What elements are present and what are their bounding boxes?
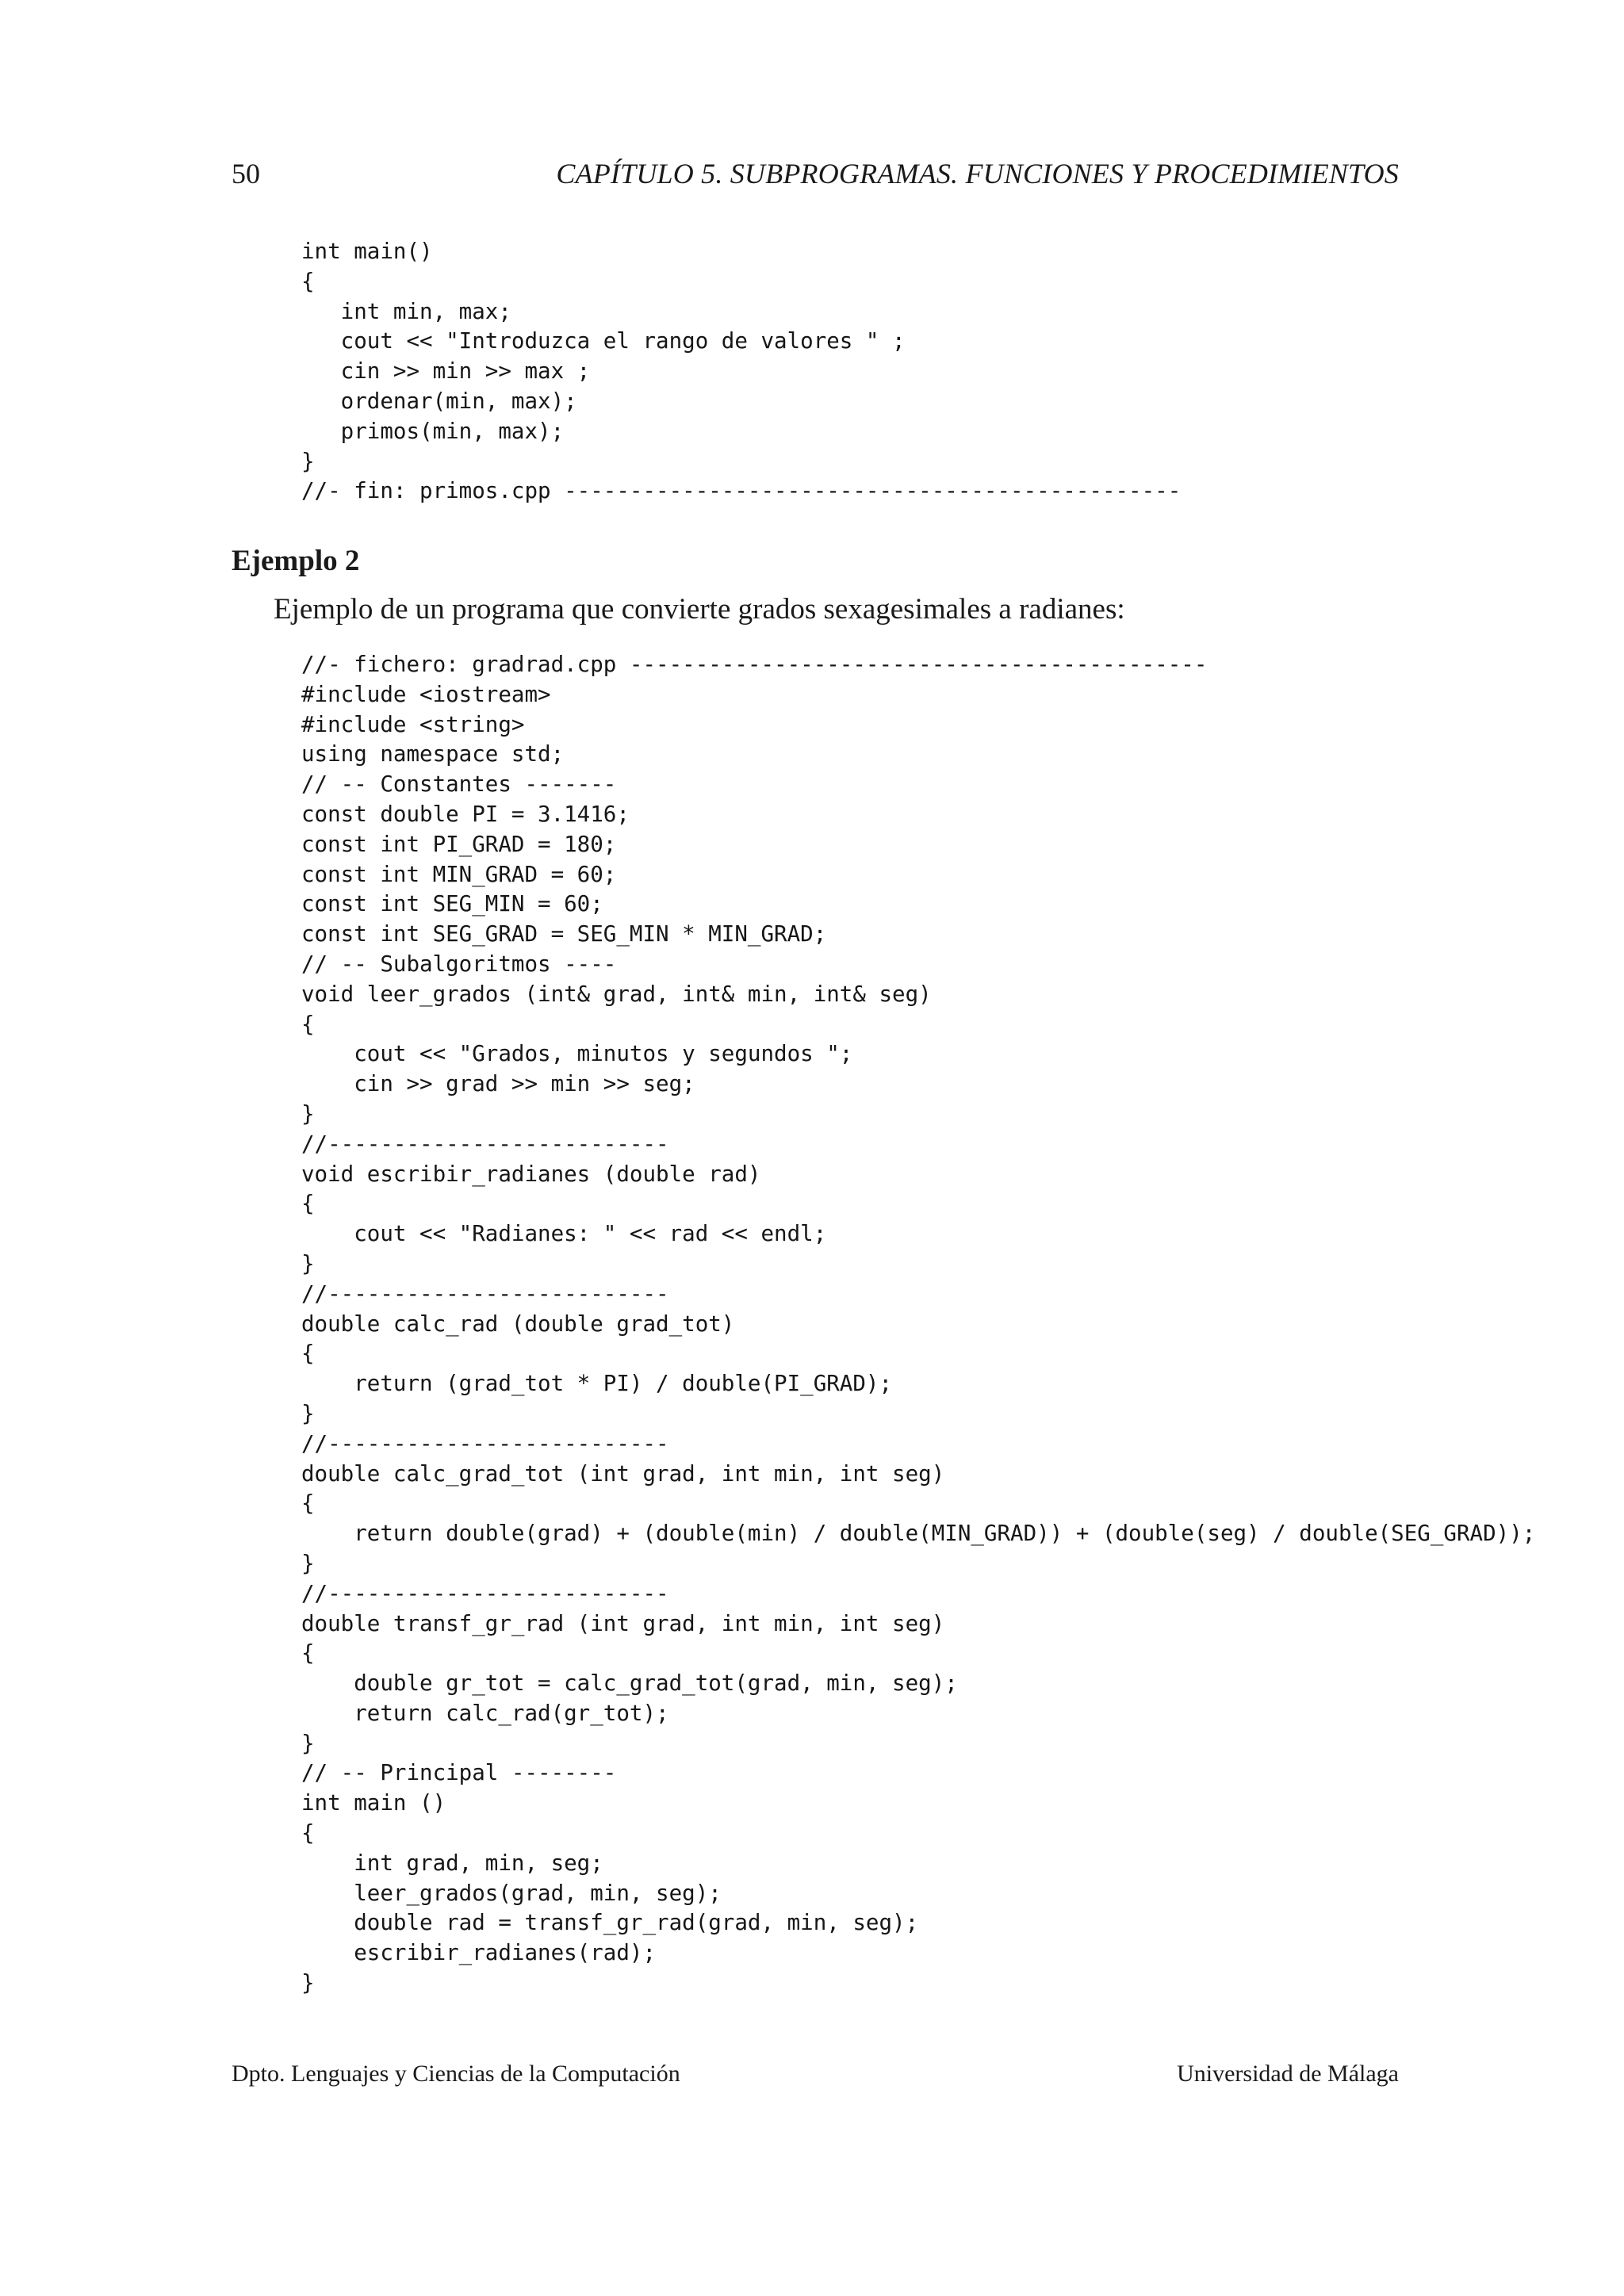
code-line: ordenar(min, max); xyxy=(301,388,577,414)
code-line: const int MIN_GRAD = 60; xyxy=(301,861,617,887)
code-line: //-------------------------- xyxy=(301,1280,669,1307)
code-line: } xyxy=(301,448,315,474)
code-block-primos xyxy=(301,237,1181,507)
code-line: { xyxy=(301,1820,315,1846)
code-line: { xyxy=(301,1490,315,1517)
code-line: #include <string> xyxy=(301,711,525,737)
code-line: // -- Principal -------- xyxy=(301,1760,617,1786)
code-block-gradrad xyxy=(301,650,1535,1999)
code-line: } xyxy=(301,1400,315,1426)
code-line: using namespace std; xyxy=(301,741,565,767)
code-line: return double(grad) + (double(min) / double(MIN_GRAD)) + (double(seg) / double(SEG_GRAD)); xyxy=(301,1521,1536,1547)
code-line: cin >> grad >> min >> seg; xyxy=(301,1071,695,1097)
code-line: { xyxy=(301,268,315,294)
code-line: cin >> min >> max ; xyxy=(301,358,591,385)
footer-department: Dpto. Lenguajes y Ciencias de la Computación xyxy=(232,2061,680,2087)
code-line: } xyxy=(301,1730,315,1756)
code-line: return (grad_tot * PI) / double(PI_GRAD); xyxy=(301,1371,893,1397)
code-line: { xyxy=(301,1191,315,1217)
page-number: 50 xyxy=(232,158,260,189)
code-line: int grad, min, seg; xyxy=(301,1850,603,1876)
code-line: { xyxy=(301,1341,315,1367)
code-line: //- fin: primos.cpp ----------------------------------------------- xyxy=(301,478,1182,504)
code-line: const int SEG_GRAD = SEG_MIN * MIN_GRAD; xyxy=(301,921,827,947)
code-line: } xyxy=(301,1550,315,1576)
code-line: cout << "Radianes: " << rad << endl; xyxy=(301,1221,827,1247)
code-line: primos(min, max); xyxy=(301,418,565,444)
chapter-title: CAPÍTULO 5. SUBPROGRAMAS. FUNCIONES Y PROCEDIMIENTOS xyxy=(556,158,1399,189)
code-line: { xyxy=(301,1011,315,1037)
code-line: return calc_rad(gr_tot); xyxy=(301,1700,669,1726)
code-line: const double PI = 3.1416; xyxy=(301,801,630,827)
code-line: void leer_grados (int& grad, int& min, int& seg) xyxy=(301,981,932,1007)
section-heading: Ejemplo 2 xyxy=(232,545,360,577)
code-line: //- fichero: gradrad.cpp -------------------------------------------- xyxy=(301,652,1208,677)
code-line: // -- Constantes ------- xyxy=(301,771,617,798)
code-line: #include <iostream> xyxy=(301,681,551,707)
code-line: { xyxy=(301,1640,315,1667)
code-line: //-------------------------- xyxy=(301,1131,669,1157)
code-line: //-------------------------- xyxy=(301,1580,669,1606)
code-line: double calc_rad (double grad_tot) xyxy=(301,1311,735,1337)
code-line: int min, max; xyxy=(301,298,511,324)
code-line: leer_grados(grad, min, seg); xyxy=(301,1880,722,1906)
code-line: } xyxy=(301,1970,315,1996)
page-header xyxy=(232,157,1399,193)
section-description: Ejemplo de un programa que convierte grados sexagesimales a radianes: xyxy=(274,593,1125,626)
code-line: double rad = transf_gr_rad(grad, min, seg); xyxy=(301,1910,919,1936)
code-line: double gr_tot = calc_grad_tot(grad, min, seg); xyxy=(301,1670,958,1697)
code-line: //-------------------------- xyxy=(301,1430,669,1456)
page-footer xyxy=(232,2061,1399,2092)
code-line: // -- Subalgoritmos ---- xyxy=(301,951,617,977)
code-line: const int PI_GRAD = 180; xyxy=(301,831,617,857)
footer-university: Universidad de Málaga xyxy=(1177,2061,1399,2087)
code-line: const int SEG_MIN = 60; xyxy=(301,891,603,917)
code-line: escribir_radianes(rad); xyxy=(301,1940,657,1966)
code-line: cout << "Introduzca el rango de valores " ; xyxy=(301,328,906,354)
code-line: void escribir_radianes (double rad) xyxy=(301,1161,761,1187)
code-line: } xyxy=(301,1100,315,1127)
code-line: double transf_gr_rad (int grad, int min, int seg) xyxy=(301,1610,945,1636)
code-line: int main() xyxy=(301,239,433,264)
code-line: cout << "Grados, minutos y segundos "; xyxy=(301,1041,853,1067)
code-line: } xyxy=(301,1250,315,1276)
code-line: double calc_grad_tot (int grad, int min, int seg) xyxy=(301,1460,945,1487)
code-line: int main () xyxy=(301,1790,446,1816)
